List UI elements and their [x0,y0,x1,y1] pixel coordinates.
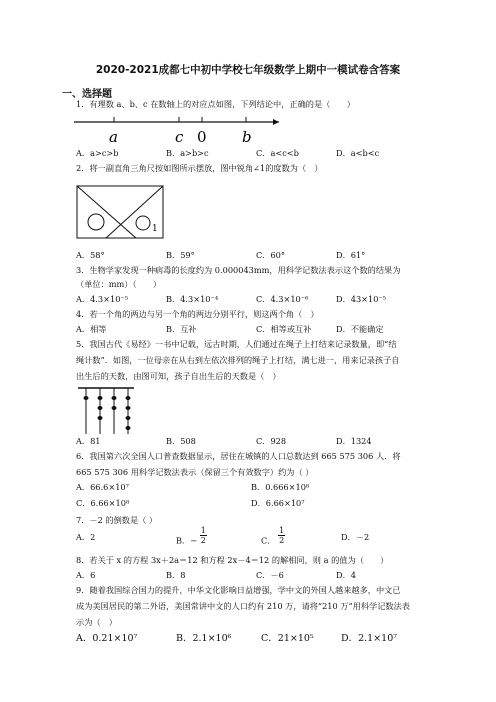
page-title: 2020-2021成都七中初中学校七年级数学上期中一模试卷含答案 [95,64,401,76]
question-4-stem: 4．若一个角的两边与另一个角的两边分别平行，则这两个角（ ） [76,309,319,319]
question-9-line-2: 成为美国居民的第二外语，美国常讲中文的人口约有 210 万，请将“210 万”用科学记数法表 [76,601,410,611]
option-b: B．a>b>c [166,148,209,158]
option-a: A．81 [76,436,101,446]
option-d: D．不能确定 [336,324,384,334]
fraction-one-half [200,526,207,545]
option-d: D．a<b<c [336,148,380,158]
number-line-figure [74,114,284,146]
question-7-stem: 7．－2 的倒数是（ ） [76,515,158,525]
label-c: c [175,128,184,146]
question-3-stem-cont: （单位：mm）（ ） [76,279,162,289]
option-d: D．6.66×10⁷ [251,498,305,508]
triangle-ruler-left [77,186,136,238]
question-6-options-row-2 [76,498,476,512]
question-2-stem: 2．将一副直角三角尺按如图所示摆放，图中锐角∠1的度数为（ ） [76,163,323,173]
triangle-rulers-figure [76,178,166,240]
option-a: A．0.21×10⁷ [76,633,138,644]
question-5-line-2: 绳计数”．如图，一位母亲在从右到左依次排列的绳子上打结，满七进一，用来记录孩子自 [76,355,400,365]
section-heading: 一、选择题 [62,89,112,100]
option-c: C．相等或互补 [256,324,312,334]
question-5-line-3: 出生后的天数，由图可知，孩子自出生后的天数是（ ） [76,371,281,381]
option-d: D．2.1×10⁷ [341,633,398,644]
knot-rope-figure [76,386,136,436]
option-b: B．2.1×10⁶ [176,633,232,644]
option-a: A．2 [76,532,96,542]
label-0: 0 [197,128,207,146]
question-6-line-1: 6．我国第六次全国人口普查数据显示，居住在城镇的人口总数达到 665 575 306 人．将 [76,451,401,461]
option-d: D．－2 [341,532,370,542]
option-c: C．60° [256,250,285,260]
option-d: D．4 [336,570,356,580]
question-9-options [76,630,476,644]
option-c: C．928 [256,436,287,446]
option-a: A．58° [76,250,105,260]
question-7-options [76,526,476,552]
option-d: D．1324 [336,436,372,446]
option-b: B．4.3×10⁻⁴ [166,294,219,304]
option-c-label: C． [261,535,276,546]
option-b: B．59° [166,250,195,260]
rope-knots [84,396,131,430]
ruler-hole-left [88,214,104,230]
question-6-options-row-1 [76,482,476,496]
option-a: A．66.6×10⁷ [76,482,129,492]
ruler-hole-right [136,216,150,230]
option-b: B．0.666×10⁸ [251,482,310,492]
question-1-stem: 1．有理数 a、b、c 在数轴上的对应点如图，下列结论中，正确的是（ ） [76,99,355,109]
fraction-denominator: 2 [200,536,206,545]
angle-label: 1 [152,224,158,234]
option-c: C．21×10⁵ [261,633,314,644]
option-b: B．互补 [166,324,197,334]
figure-frame [77,186,163,238]
option-a: A．a>c>b [76,148,119,158]
label-b: b [242,128,252,146]
option-c: C．－6 [256,570,284,580]
option-d: D．43×10⁻⁵ [336,294,387,304]
arrow-icon [273,119,279,125]
fraction-numerator: 1 [279,526,285,535]
question-6-line-2: 665 575 306 用科学记数法表示（保留三个有效数字）约为（ ） [76,467,314,477]
option-a: A．4.3×10⁻⁵ [76,294,129,304]
option-b: B．8 [166,570,186,580]
option-b-label: B．− [176,535,198,546]
question-3-stem: 3．生物学家发现一种病毒的长度约为 0.000043mm，用科学记数法表示这个数的结果为 [76,265,401,275]
option-c: C．a<c<b [256,148,299,158]
option-b: B．508 [166,436,196,446]
fraction-numerator: 1 [200,526,206,535]
question-9-line-1: 9．随着我国综合国力的提升，中华文化影响日益增强，学中文的外国人越来越多，中文已 [76,585,401,595]
option-c: C．6.66×10⁸ [76,498,130,508]
option-a: A．相等 [76,324,107,334]
option-d: D．61° [336,250,366,260]
option-c [261,526,285,551]
question-9-line-3: 示为（ ） [76,617,117,627]
question-5-line-1: 5．我国古代《易经》一书中记载，远古时期，人们通过在绳子上打结来记录数量，即“结 [76,339,397,349]
fraction-denominator: 2 [279,536,285,545]
fraction-one-half [278,526,285,545]
question-8-stem: 8．若关于 x 的方程 3x＋2a＝12 和方程 2x－4＝12 的解相同，则 a 的值为（ ） [76,555,389,565]
label-a: a [109,128,118,146]
hanging-ropes [86,388,128,434]
option-a: A．6 [76,570,96,580]
option-b [176,526,207,551]
option-c: C．4.3×10⁻⁶ [256,294,309,304]
